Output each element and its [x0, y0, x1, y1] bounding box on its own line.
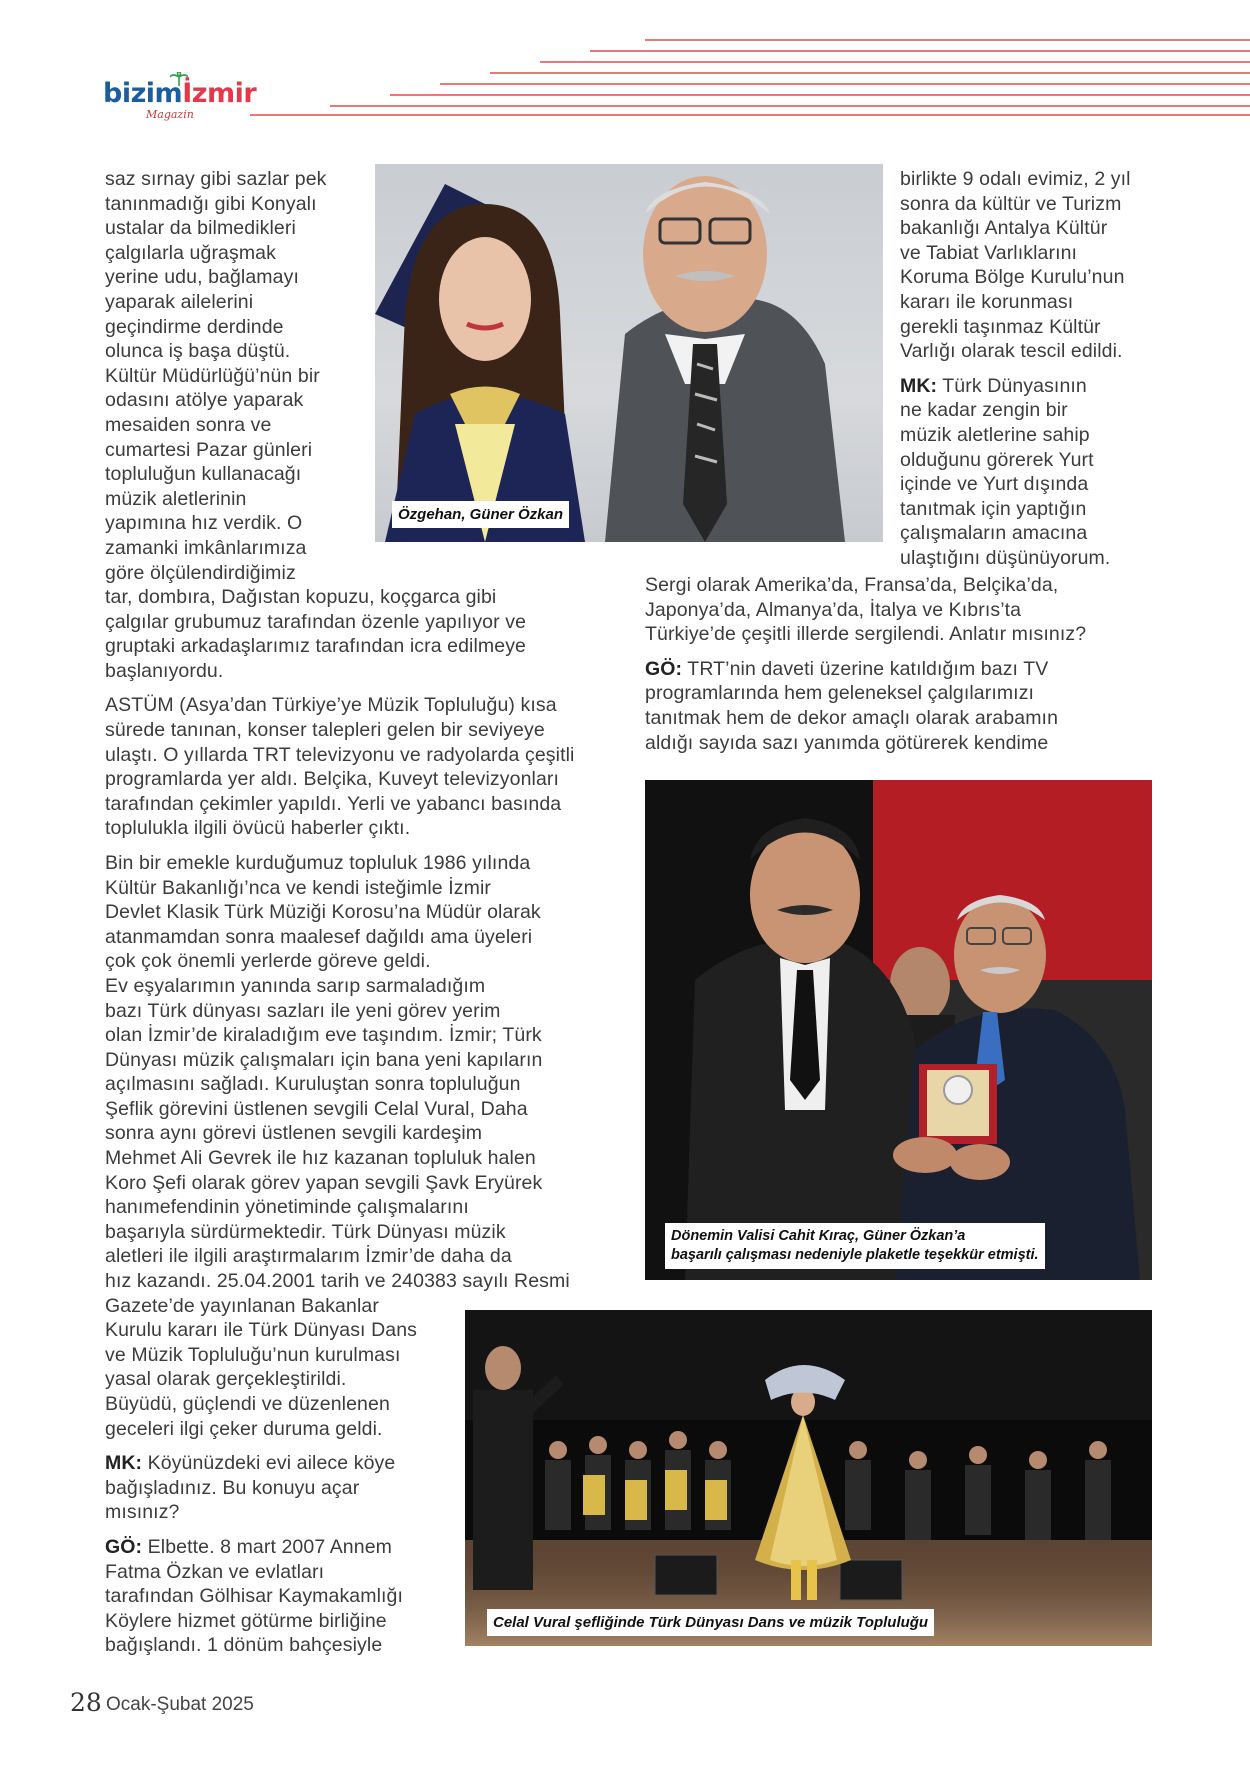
- mk-label: MK:: [900, 374, 938, 397]
- left-line: olunca iş başa düştü.: [105, 340, 291, 363]
- left-line: bağışladınız. Bu konuyu açar: [105, 1476, 360, 1499]
- answer-go-village: [105, 1535, 625, 1658]
- left-line: göre ölçülendirdiğimiz: [105, 561, 296, 584]
- plaque-caption-line2: başarılı çalışması nedeniyle plaketle teşekkür etmişti.: [671, 1247, 1039, 1263]
- left-wrap-top: [105, 167, 365, 585]
- left-line: Fatma Özkan ve evlatları: [105, 1560, 325, 1583]
- left-line: ulaştı. O yıllarda TRT televizyonu ve radyolarda çeşitli: [105, 743, 575, 766]
- left-line: geçindirme derdinde: [105, 315, 284, 338]
- left-line: Gazete’de yayınlanan Bakanlar: [105, 1294, 379, 1317]
- left-line: ASTÜM (Asya’dan Türkiye’ye Müzik Topluluğu) kısa: [105, 694, 557, 717]
- right-line: Japonya’da, Almanya’da, İtalya ve Kıbrıs’ta: [645, 598, 1022, 621]
- left-line: atanmamdan sonra maalesef dağıldı ama üyeleri: [105, 925, 533, 948]
- logo-main: bizim: [103, 78, 183, 109]
- mk-label: MK:: [105, 1452, 143, 1475]
- answer-go-trt: [645, 657, 1155, 755]
- left-line: çok çok önemli yerlerde göreve geldi.: [105, 950, 431, 973]
- right-line: sonra da kültür ve Turizm: [900, 192, 1122, 215]
- left-line: yasal olarak gerçekleştirildi.: [105, 1368, 347, 1391]
- right-line: tanıtmak için yaptığın: [900, 497, 1087, 520]
- right-line: aldığı sayıda sazı yanımda götürerek kendime: [645, 731, 1049, 754]
- left-line: Kültür Bakanlığı’nca ve kendi isteğimle İzmir: [105, 876, 491, 899]
- logo-accent: İzmir: [182, 78, 257, 109]
- right-line: Sergi olarak Amerika’da, Fransa’da, Belçika’da,: [645, 574, 1059, 596]
- left-line: bağışlandı. 1 dönüm bahçesiyle: [105, 1634, 383, 1657]
- left-line: Köyünüzdeki evi ailece köye: [142, 1452, 396, 1475]
- left-line: aletleri ile ilgili araştırmalarım İzmir’de daha da: [105, 1245, 512, 1268]
- paragraph-house: [900, 167, 1160, 364]
- left-line: geceleri ilgi çeker duruma geldi.: [105, 1417, 383, 1440]
- left-line: başlanıyordu.: [105, 659, 224, 682]
- left-line: tarafından çekimler yapıldı. Yerli ve yabancı basında: [105, 792, 562, 815]
- left-line: programlarda yer aldı. Belçika, Kuveyt televizyonları: [105, 768, 559, 791]
- left-line: Mehmet Ali Gevrek ile hız kazanan topluluk halen: [105, 1147, 536, 1170]
- left-line: çalgılar grubumuz tarafından özenle yapılıyor ve: [105, 610, 527, 633]
- issue-date: Ocak-Şubat 2025: [106, 1694, 254, 1715]
- left-line: odasını atölye yaparak: [105, 389, 304, 412]
- portrait-photo: [375, 164, 883, 542]
- right-line: bakanlığı Antalya Kültür: [900, 217, 1108, 240]
- right-line: kararı ile korunması: [900, 290, 1074, 313]
- plaque-caption-line1: Dönemin Valisi Cahit Kıraç, Güner Özkan’a: [671, 1228, 966, 1244]
- right-line: ne kadar zengin bir: [900, 399, 1068, 422]
- palm-icon: [170, 72, 188, 86]
- left-line: çalgılarla uğraşmak: [105, 241, 276, 264]
- paragraph-binbir: [105, 851, 625, 1441]
- right-line: programlarında hem geleneksel çalgılarımızı: [645, 682, 1035, 705]
- left-line: müzik aletlerinin: [105, 487, 247, 510]
- go-label: GÖ:: [645, 657, 683, 680]
- right-line: ulaştığını düşünüyorum.: [900, 546, 1111, 569]
- left-line: Devlet Klasik Türk Müziği Korosu’na Müdür olarak: [105, 901, 541, 924]
- left-line: başarıyla sürdürmektedir. Türk Dünyası müzik: [105, 1220, 506, 1243]
- left-line: yapımına hız verdik. O: [105, 512, 303, 535]
- right-line: TRT’nin daveti üzerine katıldığım bazı TV: [682, 657, 1049, 680]
- left-line: Kültür Müdürlüğü’nün bir: [105, 364, 320, 387]
- right-line: olduğunu görerek Yurt: [900, 448, 1094, 471]
- left-line: hanımefendinin yönetiminde çalışmalarını: [105, 1196, 469, 1219]
- right-line: birlikte 9 odalı evimiz, 2 yıl: [900, 168, 1131, 190]
- page-number: 28: [70, 1688, 102, 1717]
- right-line: ve Tabiat Varlıklarını: [900, 241, 1078, 264]
- left-line: Şeflik görevini üstlenen sevgili Celal Vural, Daha: [105, 1097, 528, 1120]
- concert-caption: Celal Vural şefliğinde Türk Dünyası Dans ve müzik Topluluğu: [487, 1609, 934, 1636]
- left-wide-section: [105, 585, 625, 1668]
- left-line: ustalar da bilmedikleri: [105, 217, 296, 240]
- plaque-caption: [665, 1223, 1045, 1269]
- paragraph-instruments: [105, 585, 625, 683]
- right-line: Varlığı olarak tescil edildi.: [900, 340, 1123, 363]
- right-column-top: [900, 167, 1160, 581]
- left-line: mesaiden sonra ve: [105, 413, 272, 436]
- right-line: Koruma Bölge Kurulu’nun: [900, 266, 1125, 289]
- left-line: toplulukla ilgili övücü haberler çıktı.: [105, 817, 411, 840]
- left-line: ve Müzik Topluluğu’nun kurulması: [105, 1343, 401, 1366]
- left-line: zamanki imkânlarımıza: [105, 536, 307, 559]
- left-line: tarafından Gölhisar Kaymakamlığı: [105, 1585, 404, 1608]
- left-line: gruptaki arkadaşlarımız tarafından icra edilmeye: [105, 635, 526, 658]
- left-line: yaparak ailelerini: [105, 290, 254, 313]
- plaque-photo: [645, 780, 1152, 1280]
- left-line: hız kazandı. 25.04.2001 tarih ve 240383 sayılı Resmi: [105, 1270, 570, 1293]
- left-line: tanınmadığı gibi Konyalı: [105, 192, 317, 215]
- question-mk-turkic: [900, 374, 1160, 571]
- left-line: Elbette. 8 mart 2007 Annem: [142, 1535, 392, 1558]
- paragraph-astum: [105, 693, 625, 841]
- portrait-illustration: [375, 164, 883, 542]
- left-line: tar, dombıra, Dağıstan kopuzu, koçgarca gibi: [105, 586, 497, 608]
- right-line: içinde ve Yurt dışında: [900, 473, 1089, 496]
- portrait-caption: Özgehan, Güner Özkan: [392, 501, 569, 528]
- left-line: olan İzmir’de kiraladığım eve taşındım. İzmir; Türk: [105, 1024, 542, 1047]
- left-line: Koro Şefi olarak görev yapan sevgili Şavk Eryürek: [105, 1171, 543, 1194]
- plaque-illustration: [645, 780, 1152, 1280]
- go-label: GÖ:: [105, 1535, 143, 1558]
- right-column-wide: [645, 573, 1155, 765]
- left-line: cumartesi Pazar günleri: [105, 438, 313, 461]
- left-line: sürede tanınan, konser talepleri gelen bir seviyeye: [105, 718, 545, 741]
- left-line: Kurulu kararı ile Türk Dünyası Dans: [105, 1319, 418, 1342]
- left-line: Ev eşyalarımın yanında sarıp sarmaladığım: [105, 974, 486, 997]
- right-line: gerekli taşınmaz Kültür: [900, 315, 1101, 338]
- left-line: Köylere hizmet götürme birliğine: [105, 1609, 387, 1632]
- left-line: topluluğun kullanacağı: [105, 463, 302, 486]
- left-line: açılmasını sağladı. Kuruluştan sonra topluluğun: [105, 1073, 521, 1096]
- left-line: yerine udu, bağlamayı: [105, 266, 299, 289]
- right-line: tanıtmak hem de dekor amaçlı olarak arabamın: [645, 706, 1059, 729]
- right-line: Türkiye’de çeşitli illerde sergilendi. Anlatır mısınız?: [645, 623, 1087, 646]
- left-line: mısınız?: [105, 1501, 180, 1524]
- right-line: müzik aletlerine sahip: [900, 423, 1090, 446]
- left-line: Bin bir emekle kurduğumuz topluluk 1986 yılında: [105, 851, 531, 874]
- left-line: Büyüdü, güçlendi ve düzenlenen: [105, 1393, 390, 1415]
- right-line: Türk Dünyasının: [937, 374, 1087, 397]
- right-line: çalışmaların amacına: [900, 522, 1088, 545]
- left-line: sonra aynı görevi üstlenen sevgili kardeşim: [105, 1122, 483, 1145]
- left-line: Dünyası müzik çalışmaları için bana yeni kapıların: [105, 1048, 543, 1071]
- logo-subtitle: Magazin: [146, 108, 194, 121]
- question-mk-village: [105, 1451, 625, 1525]
- left-line: bazı Türk dünyası sazları ile yeni görev yerim: [105, 999, 501, 1022]
- question-mk-exhibit: [645, 573, 1155, 647]
- left-line: saz sırnay gibi sazlar pek: [105, 168, 327, 190]
